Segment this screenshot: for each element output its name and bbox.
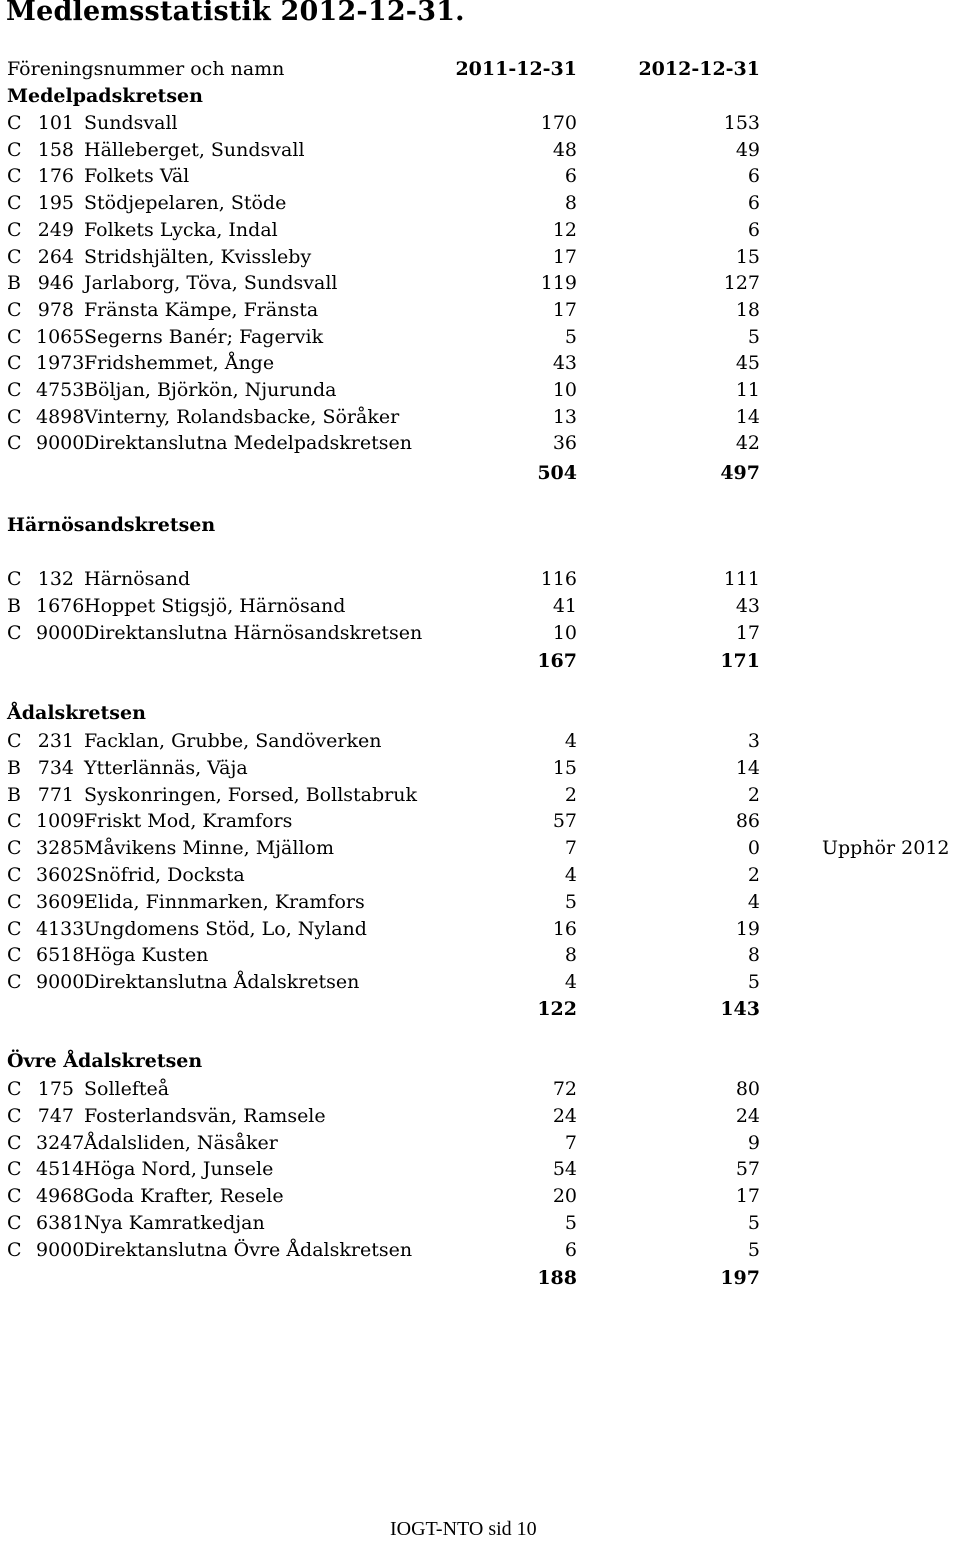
row-value-2012: 18 [735, 298, 760, 321]
table-row [0, 620, 960, 647]
row-number: 9000 [36, 971, 85, 994]
row-number: 978 [37, 298, 74, 321]
row-name: Direktanslutna Ådalskretsen [84, 971, 360, 994]
row-value-2012: 127 [723, 272, 760, 295]
page-footer: IOGT-NTO sid 10 [390, 1518, 537, 1540]
section-name: Ådalskretsen [7, 702, 146, 724]
table-row [0, 942, 960, 969]
table-row [0, 270, 960, 297]
section-heading [0, 83, 960, 110]
row-value-2011: 170 [540, 112, 577, 134]
row-value-2012: 0 [747, 837, 760, 860]
row-value-2011: 54 [552, 1158, 577, 1181]
row-number: 4133 [36, 917, 85, 940]
row-number: 946 [37, 272, 74, 295]
row-prefix: C [7, 1212, 22, 1234]
row-value-2011: 7 [564, 837, 577, 860]
row-prefix: C [7, 218, 22, 241]
row-prefix: C [7, 730, 22, 752]
row-name: Folkets Lycka, Indal [84, 218, 278, 241]
row-name: Syskonringen, Forsed, Bollstabruk [84, 783, 417, 806]
table-row [0, 190, 960, 217]
row-value-2012: 3 [747, 730, 760, 752]
row-value-2011: 12 [552, 218, 577, 241]
table-row [0, 1237, 960, 1264]
row-prefix: C [7, 138, 22, 161]
row-value-2012: 45 [735, 352, 760, 375]
row-name: Facklan, Grubbe, Sandöverken [84, 730, 382, 752]
row-value-2012: 15 [735, 245, 760, 268]
row-name: Ytterlännäs, Väja [84, 756, 248, 779]
row-name: Stridshjälten, Kvissleby [84, 245, 312, 268]
total-2011: 167 [537, 650, 577, 672]
row-number: 1973 [36, 352, 85, 375]
table-row [0, 808, 960, 835]
row-value-2011: 4 [564, 864, 577, 886]
section-name: Övre Ådalskretsen [7, 1050, 203, 1072]
table-row [0, 137, 960, 164]
header-col1: 2011-12-31 [455, 58, 577, 80]
row-value-2011: 48 [552, 138, 577, 161]
row-value-2011: 36 [552, 432, 577, 455]
row-value-2012: 42 [735, 432, 760, 455]
row-prefix: C [7, 837, 22, 860]
row-prefix: C [7, 245, 22, 268]
row-value-2012: 4 [747, 890, 760, 913]
row-number: 195 [37, 192, 74, 215]
row-value-2011: 5 [564, 890, 577, 913]
row-prefix: C [7, 1185, 22, 1208]
table-row [0, 110, 960, 137]
row-prefix: B [7, 272, 21, 295]
row-number: 3602 [36, 864, 85, 886]
section-total [0, 460, 960, 487]
row-value-2012: 57 [735, 1158, 760, 1181]
row-number: 158 [37, 138, 74, 161]
row-name: Härnösand [84, 568, 191, 590]
row-value-2012: 9 [747, 1131, 760, 1154]
table-row [0, 889, 960, 916]
table-row [0, 1103, 960, 1130]
table-row [0, 1130, 960, 1157]
row-number: 1065 [36, 325, 85, 348]
total-2011: 122 [537, 998, 577, 1020]
header-name-label: Föreningsnummer och namn [7, 58, 285, 80]
row-prefix: B [7, 595, 21, 617]
row-value-2012: 6 [747, 192, 760, 215]
row-prefix: C [7, 165, 22, 188]
table-row [0, 916, 960, 943]
row-value-2011: 16 [552, 917, 577, 940]
row-number: 734 [37, 756, 74, 779]
row-value-2011: 116 [540, 568, 577, 590]
row-number: 231 [37, 730, 74, 752]
row-prefix: C [7, 379, 22, 401]
row-prefix: C [7, 298, 22, 321]
row-value-2012: 14 [735, 756, 760, 779]
section-heading [0, 1048, 960, 1075]
table-row [0, 782, 960, 809]
row-value-2012: 49 [735, 138, 760, 161]
row-value-2011: 4 [564, 971, 577, 994]
row-value-2012: 43 [735, 595, 760, 617]
row-name: Böljan, Björkön, Njurunda [84, 379, 337, 401]
table-row [0, 862, 960, 889]
row-number: 4898 [36, 405, 85, 428]
row-prefix: C [7, 1078, 22, 1100]
row-name: Sundsvall [84, 112, 178, 134]
table-row [0, 430, 960, 457]
row-value-2011: 2 [564, 783, 577, 806]
row-prefix: C [7, 1158, 22, 1181]
row-number: 3609 [36, 890, 85, 913]
row-number: 6381 [36, 1212, 85, 1234]
row-value-2012: 8 [747, 944, 760, 967]
row-value-2012: 80 [735, 1078, 760, 1100]
row-number: 9000 [36, 1238, 85, 1261]
section-heading [0, 700, 960, 727]
section-name: Härnösandskretsen [7, 514, 216, 536]
total-2012: 497 [720, 462, 760, 484]
row-value-2012: 17 [735, 1185, 760, 1208]
row-value-2011: 20 [552, 1185, 577, 1208]
row-prefix: C [7, 971, 22, 994]
row-name: Måvikens Minne, Mjällom [84, 837, 334, 860]
row-name: Segerns Banér; Fagervik [84, 325, 324, 348]
row-prefix: B [7, 783, 21, 806]
row-value-2011: 5 [564, 325, 577, 348]
row-name: Direktanslutna Härnösandskretsen [84, 622, 423, 644]
row-prefix: C [7, 192, 22, 215]
row-value-2012: 24 [735, 1104, 760, 1127]
row-value-2011: 24 [552, 1104, 577, 1127]
row-value-2011: 57 [552, 810, 577, 833]
row-name: Höga Nord, Junsele [84, 1158, 274, 1181]
row-value-2012: 19 [735, 917, 760, 940]
row-value-2011: 41 [552, 595, 577, 617]
row-number: 132 [37, 568, 74, 590]
header-col2: 2012-12-31 [638, 58, 760, 80]
section-heading [0, 512, 960, 539]
row-name: Vinterny, Rolandsbacke, Söråker [84, 405, 400, 428]
row-number: 4514 [36, 1158, 85, 1181]
table-row [0, 324, 960, 351]
page-title: Medlemsstatistik 2012-12-31. [6, 0, 465, 27]
section-total [0, 1265, 960, 1292]
row-name: Hälleberget, Sundsvall [84, 138, 305, 161]
row-value-2012: 5 [747, 325, 760, 348]
total-2011: 504 [537, 462, 577, 484]
row-name: Direktanslutna Övre Ådalskretsen [84, 1238, 413, 1261]
row-prefix: C [7, 810, 22, 833]
row-name: Goda Krafter, Resele [84, 1185, 284, 1208]
row-value-2011: 10 [552, 379, 577, 401]
section-total [0, 996, 960, 1023]
table-row [0, 566, 960, 593]
row-name: Nya Kamratkedjan [84, 1212, 265, 1234]
table-row [0, 593, 960, 620]
table-row [0, 163, 960, 190]
row-value-2011: 4 [564, 730, 577, 752]
row-name: Hoppet Stigsjö, Härnösand [84, 595, 346, 617]
row-name: Ådalsliden, Näsåker [84, 1131, 278, 1154]
table-row [0, 377, 960, 404]
table-row [0, 969, 960, 996]
row-value-2011: 119 [540, 272, 577, 295]
table-row [0, 835, 960, 862]
row-name: Sollefteå [84, 1078, 170, 1100]
row-value-2011: 13 [552, 405, 577, 428]
row-name: Fosterlandsvän, Ramsele [84, 1104, 326, 1127]
table-row [0, 217, 960, 244]
table-row [0, 297, 960, 324]
row-value-2011: 10 [552, 622, 577, 644]
row-prefix: C [7, 1104, 22, 1127]
row-value-2011: 5 [564, 1212, 577, 1234]
section-total [0, 648, 960, 675]
row-number: 176 [37, 165, 74, 188]
row-prefix: C [7, 890, 22, 913]
table-row [0, 1183, 960, 1210]
row-value-2012: 5 [747, 971, 760, 994]
row-value-2011: 7 [564, 1131, 577, 1154]
table-row [0, 728, 960, 755]
row-value-2011: 8 [564, 944, 577, 967]
row-number: 4753 [36, 379, 85, 401]
row-number: 3285 [36, 837, 85, 860]
row-number: 101 [37, 112, 74, 134]
row-value-2012: 2 [747, 864, 760, 886]
row-value-2011: 43 [552, 352, 577, 375]
row-name: Friskt Mod, Kramfors [84, 810, 293, 833]
table-row [0, 1076, 960, 1103]
row-number: 249 [37, 218, 74, 241]
table-row [0, 1210, 960, 1237]
row-value-2011: 72 [552, 1078, 577, 1100]
total-2012: 197 [720, 1267, 760, 1289]
total-2012: 171 [720, 650, 760, 672]
row-number: 771 [37, 783, 74, 806]
row-number: 9000 [36, 432, 85, 455]
row-name: Jarlaborg, Töva, Sundsvall [84, 272, 338, 295]
row-value-2012: 5 [747, 1238, 760, 1261]
row-number: 1009 [36, 810, 85, 833]
row-value-2012: 5 [747, 1212, 760, 1234]
row-value-2012: 11 [735, 379, 760, 401]
table-header [0, 56, 960, 83]
row-number: 747 [37, 1104, 74, 1127]
row-value-2012: 17 [735, 622, 760, 644]
row-prefix: C [7, 1131, 22, 1154]
row-prefix: C [7, 622, 22, 644]
row-value-2012: 111 [723, 568, 760, 590]
row-prefix: C [7, 568, 22, 590]
row-number: 6518 [36, 944, 85, 967]
row-value-2011: 6 [564, 165, 577, 188]
row-name: Höga Kusten [84, 944, 209, 967]
row-prefix: C [7, 352, 22, 375]
row-prefix: C [7, 917, 22, 940]
total-2011: 188 [537, 1267, 577, 1289]
row-prefix: C [7, 1238, 22, 1261]
row-prefix: C [7, 944, 22, 967]
row-name: Stödjepelaren, Stöde [84, 192, 287, 215]
row-prefix: C [7, 864, 22, 886]
table-row [0, 1156, 960, 1183]
row-prefix: C [7, 405, 22, 428]
row-name: Elida, Finnmarken, Kramfors [84, 890, 365, 913]
row-name: Snöfrid, Docksta [84, 864, 245, 886]
section-name: Medelpadskretsen [7, 85, 203, 107]
table-row [0, 404, 960, 431]
row-note: Upphör 2012 [822, 837, 950, 860]
row-number: 175 [37, 1078, 74, 1100]
row-prefix: C [7, 112, 22, 134]
row-prefix: B [7, 756, 21, 779]
row-number: 1676 [36, 595, 85, 617]
row-value-2012: 86 [735, 810, 760, 833]
row-value-2012: 14 [735, 405, 760, 428]
row-name: Fridshemmet, Ånge [84, 352, 275, 375]
row-value-2011: 8 [564, 192, 577, 215]
row-number: 9000 [36, 622, 85, 644]
row-value-2012: 2 [747, 783, 760, 806]
row-number: 264 [37, 245, 74, 268]
total-2012: 143 [720, 998, 760, 1020]
row-number: 3247 [36, 1131, 85, 1154]
row-name: Direktanslutna Medelpadskretsen [84, 432, 412, 455]
row-value-2011: 17 [552, 298, 577, 321]
row-value-2011: 6 [564, 1238, 577, 1261]
row-number: 4968 [36, 1185, 85, 1208]
row-value-2012: 153 [723, 112, 760, 134]
row-value-2012: 6 [747, 218, 760, 241]
row-value-2011: 15 [552, 756, 577, 779]
row-prefix: C [7, 432, 22, 455]
row-value-2011: 17 [552, 245, 577, 268]
row-value-2012: 6 [747, 165, 760, 188]
row-name: Folkets Väl [84, 165, 190, 188]
table-row [0, 350, 960, 377]
table-row [0, 244, 960, 271]
row-name: Fränsta Kämpe, Fränsta [84, 298, 319, 321]
row-prefix: C [7, 325, 22, 348]
row-name: Ungdomens Stöd, Lo, Nyland [84, 917, 367, 940]
table-row [0, 755, 960, 782]
